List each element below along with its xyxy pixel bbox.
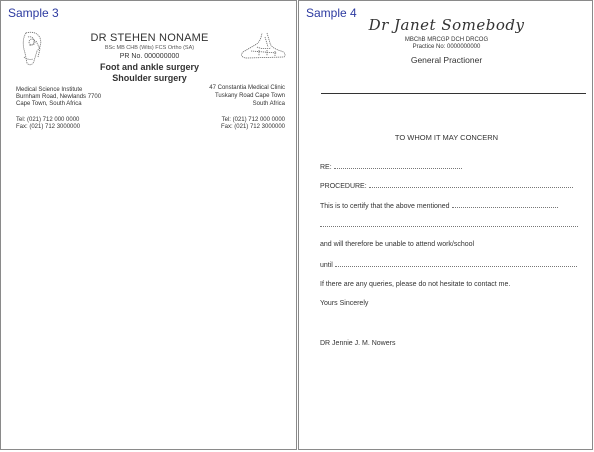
address-line: South Africa (252, 101, 285, 107)
specialty-shoulder: Shoulder surgery (112, 73, 187, 83)
procedure-line (320, 182, 573, 190)
re-fill-line (334, 163, 462, 169)
specialty-foot-ankle: Foot and ankle surgery (99, 62, 200, 72)
letter-heading: TO WHOM IT MAY CONCERN (394, 133, 499, 142)
sample-label: Sample 3 (8, 6, 59, 20)
unable-line: and will therefore be unable to attend work/school (320, 241, 475, 248)
blank-line (320, 221, 578, 229)
re-label: RE: (320, 164, 332, 171)
signature-name: Dr Janet Somebody (368, 16, 525, 34)
address-line: 47 Constantia Medical Clinic (209, 85, 285, 91)
practice-number: Practice No: 0000000000 (412, 44, 481, 50)
contact-right (221, 117, 285, 131)
doctor-qualifications: BSc MB CHB (Wits) FCS Ortho (SA) (104, 45, 195, 51)
procedure-label: PROCEDURE: (320, 183, 367, 190)
certify-text: This is to certify that the above mentioned (320, 203, 450, 210)
fax-line: Fax: (021) 712 3000000 (220, 124, 285, 130)
practice-number: PR No. 000000000 (119, 53, 180, 60)
address-line: Medical Science Institute (16, 87, 83, 93)
header-divider (321, 93, 586, 94)
fax-line: Fax: (021) 712 3000000 (16, 124, 81, 130)
tel-line: Tel: (021) 712 000 0000 (221, 117, 285, 123)
address-line: Cape Town, South Africa (16, 101, 82, 107)
foot-sketch-icon (237, 31, 287, 61)
doctor-title: General Practioner (410, 55, 483, 65)
tel-line: Tel: (021) 712 000 0000 (16, 117, 80, 123)
until-fill-line (335, 261, 577, 267)
queries-line: If there are any queries, please do not hesitate to contact me. (320, 281, 511, 288)
contact-left (16, 117, 80, 131)
until-label: until (320, 262, 333, 269)
sample-3-letterhead (0, 0, 297, 450)
address-line: Tuskany Road Cape Town (214, 93, 285, 99)
blank-fill-line (320, 221, 578, 227)
sample-4-letter (298, 0, 593, 450)
re-line (320, 163, 462, 171)
procedure-fill-line (369, 182, 573, 188)
address-right (209, 84, 285, 108)
until-line (320, 261, 577, 269)
certify-fill-line (452, 202, 558, 208)
sample-label: Sample 4 (306, 6, 357, 20)
address-left (16, 87, 101, 108)
doctor-qualifications: MBChB MRCGP DCH DRCOG (404, 37, 489, 43)
address-line: Burnham Road, Newlands 7700 (16, 94, 102, 100)
closing-line: Yours Sincerely (320, 300, 369, 307)
certify-line (320, 202, 558, 210)
doctor-name: DR STEHEN NONAME (90, 32, 209, 44)
signoff-line: DR Jennie J. M. Nowers (320, 340, 396, 347)
